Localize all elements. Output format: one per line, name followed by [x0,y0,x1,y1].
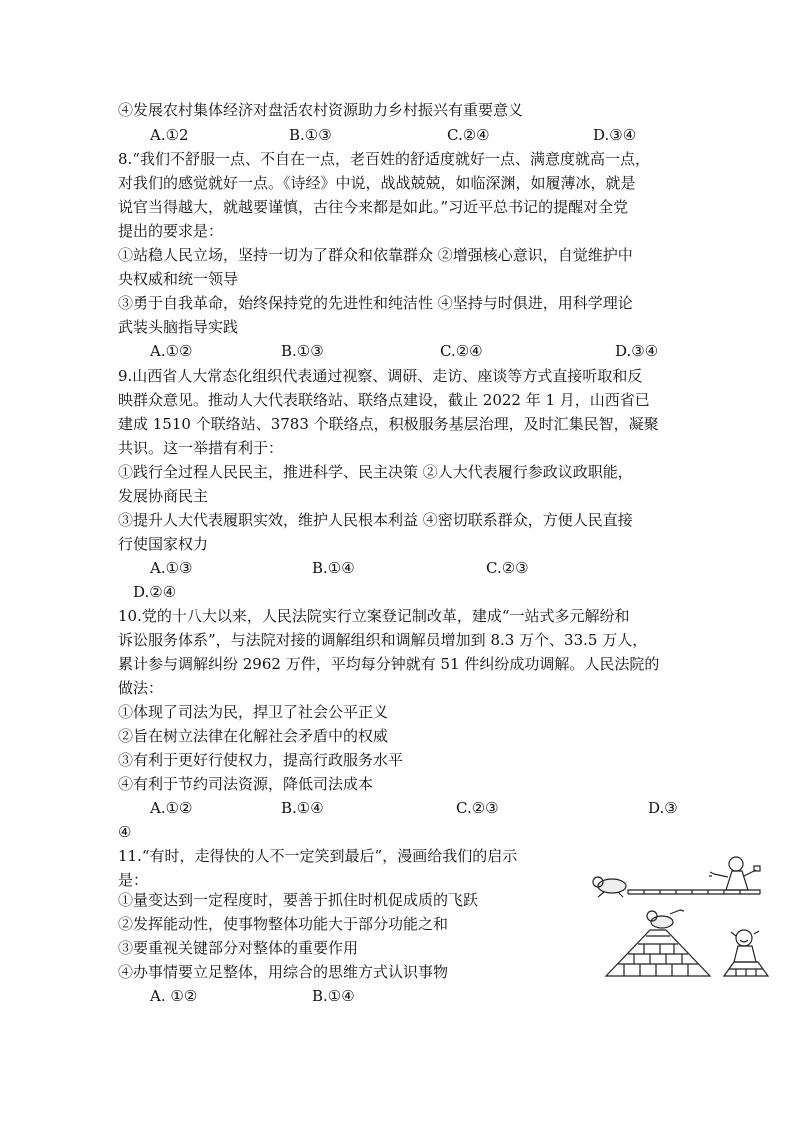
q9-item-line-4: 行使国家权力 [118,535,209,553]
q11-item-3: ③要重视关键部分对整体的重要作用 [118,939,359,957]
q11-option-b: B.①④ [312,987,355,1005]
q7-option-d: D.③④ [593,126,637,144]
q8-stem-line-4: 提出的要求是： [118,222,224,240]
q7-option-b: B.①③ [289,126,332,144]
q9-item-line-3: ③提升人大代表履职实效，维护人民根本利益 ④密切联系群众，方便人民直接 [118,511,633,529]
q9-stem-line-2: 映群众意见。推动人大代表联络站、联络点建设，截止 2022 年 1 月，山西省已 [118,391,650,409]
q9-item-line-2: 发展协商民主 [118,487,209,505]
q9-option-c: C.②③ [486,559,529,577]
q8-option-b: B.①③ [281,342,324,360]
crawling-figure [593,877,626,897]
standing-figure-top [709,857,760,890]
q7-option-c: C.②④ [447,126,490,144]
q9-option-b: B.①④ [312,559,355,577]
q8-item-line-3: ③勇于自我革命，始终保持党的先进性和纯洁性 ④坚持与时俱进，用科学理论 [118,294,633,312]
q7-item-4: ④发展农村集体经济对盘活农村资源助力乡村振兴有重要意义 [118,101,524,119]
q8-item-line-4: 武装头脑指导实践 [118,318,239,336]
q10-stem-line-3: 累计参与调解纠纷 2962 万件，平均每分钟就有 51 件纠纷成功调解。人民法院的 [118,655,660,673]
q8-stem-line-1: 8.“我们不舒服一点、不自在一点，老百姓的舒适度就好一点、满意度就高一点， [118,150,650,168]
q10-stem-line-2: 诉讼服务体系”，与法院对接的调解组织和调解员增加到 8.3 万个、33.5 万人， [118,631,648,649]
q10-option-d: D.③ [648,799,678,817]
q8-stem-line-3: 说官当得越大，就越要谨慎，古往今来都是如此。”习近平总书记的提醒对全党 [118,198,629,216]
q10-stem-line-4: 做法： [118,679,164,697]
q11-item-4: ④办事情要立足整体，用综合的思维方式认识事物 [118,963,449,981]
q11-option-a: A. ①② [150,987,198,1005]
q9-item-line-1: ①践行全过程人民民主，推进科学、民主决策 ②人大代表履行参政议政职能， [118,463,633,481]
q9-stem-line-4: 共识。这一举措有利于： [118,439,284,457]
q10-item-4: ④有利于节约司法资源，降低司法成本 [118,775,374,793]
q8-stem-line-2: 对我们的感觉就好一点。《诗经》中说，战战兢兢，如临深渊，如履薄冰，就是 [118,174,636,192]
small-pyramid [724,962,768,976]
q8-item-line-1: ①站稳人民立场，坚持一切为了群众和依靠群众 ②增强核心意识，自觉维护中 [118,246,633,264]
q10-item-2: ②旨在树立法律在化解社会矛盾中的权威 [118,727,389,745]
q8-option-c: C.②④ [440,342,483,360]
q8-option-a: A.①② [150,342,193,360]
q11-item-1: ①量变达到一定程度时，要善于抓住时机促成质的飞跃 [118,891,479,909]
q9-option-a: A.①③ [150,559,193,577]
q9-stem-line-3: 建成 1510 个联络站、3783 个联络点，积极服务基层治理，及时汇集民智，凝聚 [118,415,659,433]
q10-item-1: ①体现了司法为民，捍卫了社会公平正义 [118,703,389,721]
q8-item-line-2: 央权威和统一领导 [118,270,239,288]
large-pyramid [606,930,710,976]
q11-stem-line-1: 11.“有时，走得快的人不一定笑到最后”，漫画给我们的启示 [118,847,518,865]
q11-item-2: ②发挥能动性，使事物整体功能大于部分功能之和 [118,915,449,933]
laughing-figure [731,930,759,962]
q10-option-a: A.①② [150,799,193,817]
q10-item-3: ③有利于更好行使权力，提高行政服务水平 [118,751,404,769]
q7-option-a: A.①2 [150,126,189,144]
q10-option-d-wrap: ④ [118,823,132,841]
q9-option-d: D.②④ [133,583,177,601]
q9-stem-line-1: 9.山西省人大常态化组织代表通过视察、调研、走访、座谈等方式直接听取和反 [118,367,643,385]
q10-stem-line-1: 10.党的十八大以来，人民法院实行立案登记制改革，建成“一站式多元解纷和 [118,607,630,625]
q8-option-d: D.③④ [615,342,659,360]
q10-option-b: B.①④ [281,799,324,817]
figure-on-pyramid [647,910,684,928]
q11-stem-line-2: 是： [118,871,149,889]
cartoon-illustration [584,850,780,982]
q10-option-c: C.②③ [456,799,499,817]
